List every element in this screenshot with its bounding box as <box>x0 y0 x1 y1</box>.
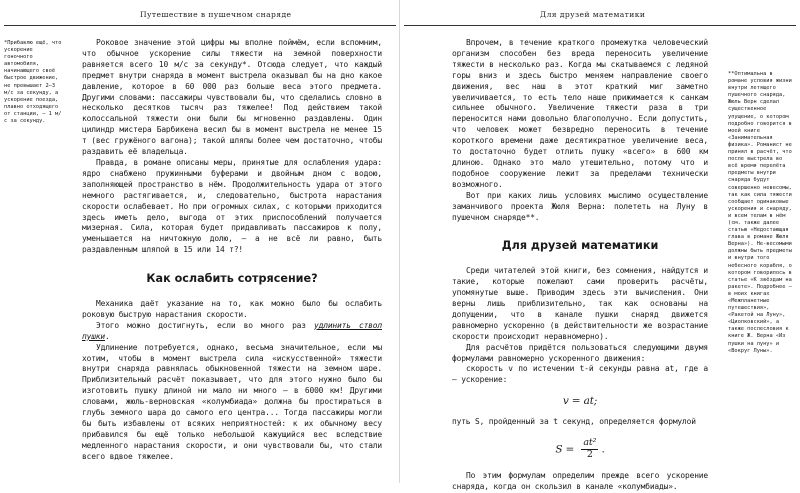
section-heading: Для друзей математики <box>501 239 659 253</box>
paragraph: Для расчётов придётся пользоваться следующими двумя формулами равномерно ускоренного движения: <box>452 342 708 363</box>
body-text-right <box>452 38 708 493</box>
paragraph: Среди читателей этой книги, без сомнения, найдутся и такие, которые пожелают сами проверить расчёты, упомянутые выше. Приводим здесь эти вычисления. Они верны лишь приблизительно, так как основаны на допущении, что в канале пушки снаряд движется равномерно ускоренно (в действительности же возрастание скорости происходит неравномерно). <box>452 266 708 341</box>
paragraph: Впрочем, в течение краткого промежутка человеческий организм способен без вреда переносить увеличение тяжести в несколько раз. Когда мы скатываемся с ледяной горы вниз и здесь быстро меняем направление своего движения, вес наш в этот краткий миг заметно увеличивается, то есть тело наше прижимается к санкам сильнее обычного. Увеличение тяжести раза в три переносится нами довольно благополучно. Если допустить, что человек может безвредно переносить в течение короткого времени даже десятикратное увеличение веса, то достаточно будет отлить пушку «всего» в 600 км длиною. Однако это мало утешительно, потому что и подобное сооружение лежит за пределами технически возможного. <box>452 38 708 189</box>
paragraph: Этого можно достигнуть, если во много раз удлинить ствол пушки. <box>82 320 382 341</box>
paragraph: Механика даёт указание на то, как можно было бы ослабить роковую быструю нарастания скорости. <box>82 299 382 319</box>
formula-distance: S = $\frac{\text{at²}}{2}$ . <box>555 437 605 460</box>
section-heading: Как ослабить сотрясение? <box>146 272 318 286</box>
header-rule <box>404 25 796 26</box>
formula-velocity: v = at; <box>562 395 598 408</box>
paragraph: Правда, в романе описаны меры, принятые для ослабления удара: ядро снабжено пружинными буферами и двойным дном с водою, заполняющей пространство в нём. Продолжительность удара от этого немного растягивается, и, следовательно, быстрота нарастания скорости ослабевает. Но при огромных силах, с которыми приходится здесь иметь дело, выгода от этих приспособлений получается мизерная. Сила, которая будет придавливать пассажиров к полу, уменьшается на ничтожную долю, — а не всё ли равно, быть раздавленным шляпой в 15 или 14 т?! <box>82 157 382 255</box>
paragraph: путь S, пройденный за t секунд, определяется формулой <box>452 417 696 427</box>
paragraph: Удлинение потребуется, однако, весьма значительное, если мы хотим, чтобы в момент выстрела сила «искусственной» тяжести внутри снаряда равнялась обыкновенной тяжести на земном шаре. Приблизительный расчёт показывает, что для этого нужно было бы изготовить пушку длиной ни мало ни много — в 6000 км! Другими словами, жюль-верновская «колумбиада» должна бы простираться в глубь земного шара до самого его центра... Тогда пассажиры могли бы быть избавлены от всяких неприятностей: к их обычному весу прибавился бы ещё только небольшой кажущийся вес вследствие медленного нарастания скорости, и они чувствовали бы, что стали всего вдвое тяжелее. <box>82 342 382 461</box>
paragraph: По этим формулам определим прежде всего ускорение снаряда, когда он скользил в канале «колумбиады». <box>452 470 708 491</box>
running-head-left: Путешествие в пушечном снаряде <box>140 10 292 19</box>
footnote-right: **Оптимальна в романе условия жизни внутри летящего пушечного снаряда, Жюль Верн сделал существенное упущение, о котором подробно говорится в моей книге «Занимательная физика». Романист не принял в расчёт, что после выстрела во всё время перелёта предметы внутри снаряда будут совершенно невесомы, так как сила тяжести сообщает одинаковые ускорения и снаряду, и всем телам в нём (см. также далее статью «Недостающая глава в романе Жюля Верна»). Не-весомыми должны быть предметы и внутри того небесного корабля, о котором говорилось в статье «К звёздам на ракете». Подробнее — в моих книгах «Межпланетные путешествия», «Ракетой на Луну», «Циолковский», а также послесловия к книге Ж. Верна «Из пушки на луну» и «Вокруг Луны». <box>728 71 792 354</box>
running-head-right: Для друзей математики <box>540 10 646 19</box>
emphasis: удлинить ствол пушки <box>82 320 382 341</box>
fraction: $\frac{\text{at²}}{2}$ <box>583 437 597 460</box>
footnote-left: *Прибавлю ещё, что ускорение гоночного автомобиля, начинающего своё быстрое движение, не превышает 2–3 м/с за секунду, а ускорение поезда, плавно отходящего от станции, — 1 м/с за секунду. <box>4 40 62 125</box>
paragraph: Вот при каких лишь условиях мыслимо осуществление заманчивого проекта Жюля Верна: полететь на Луну в пушечном снаряде**. <box>452 190 708 222</box>
paragraph: Роковое значение этой цифры мы вполне поймём, если вспомним, что обычное ускорение силы тяжести на земной поверхности равняется всего 10 м/с за секунду*. Отсюда следует, что каждый предмет внутри снаряда в момент выстрела оказывал бы на дно какое давление, которое в 60 000 раз больше веса этого предмета. Другими словами: пассажиры чувствовали бы, что сделались словно в несколько десятков тысяч раз тяжелее! Под действием такой колоссальной тяжести они были бы мгновенно раздавлены. Один цилиндр мистера Барбикена весил бы в момент выстрела не менее 15 т (вес гружёного вагона); такой шляпы более чем достаточно, чтобы раздавить её владельца. <box>82 38 382 157</box>
paragraph: скорость v по истечении t-й секунды равна at, где a — ускорение: <box>452 364 708 385</box>
